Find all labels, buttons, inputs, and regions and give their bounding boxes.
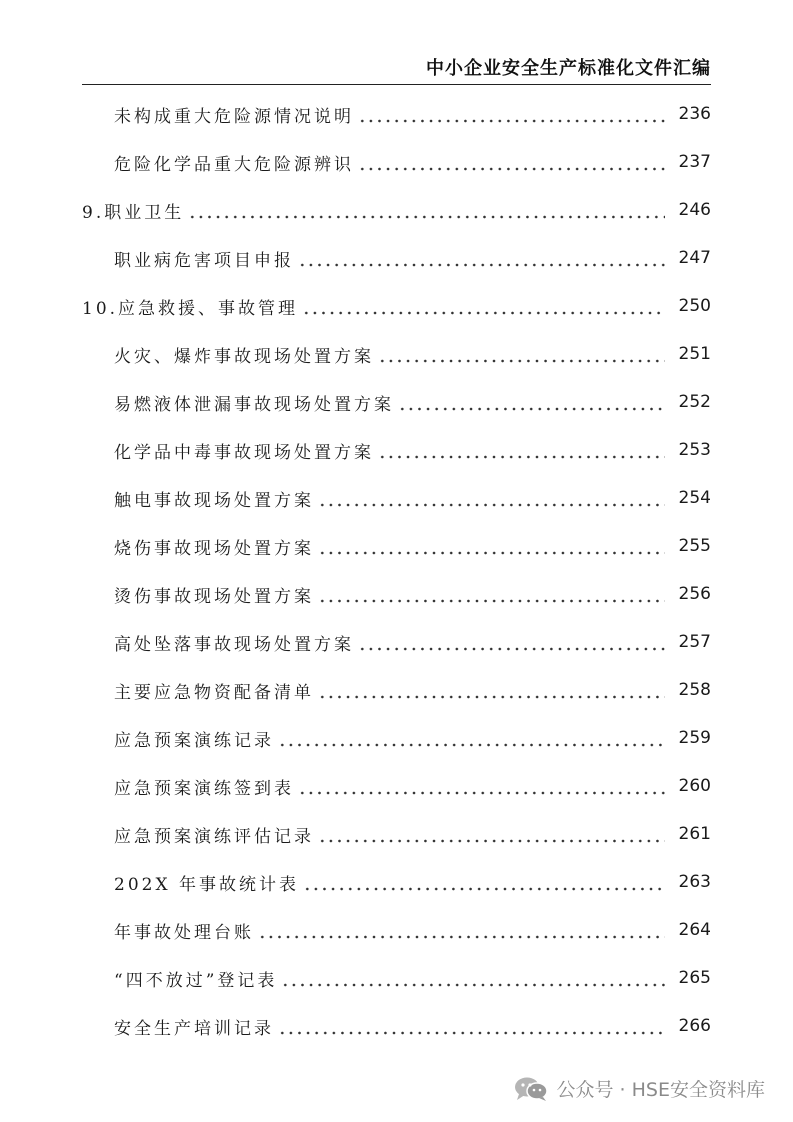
- dot-leader: [318, 826, 665, 843]
- toc-entry-title: 高处坠落事故现场处置方案: [82, 630, 354, 655]
- watermark-text: 公众号 · HSE安全资料库: [556, 1079, 765, 1101]
- toc-entry[interactable]: [82, 666, 711, 714]
- dot-leader: [318, 538, 665, 555]
- toc-entry-title: 烧伤事故现场处置方案: [82, 534, 314, 559]
- toc-entry[interactable]: [82, 714, 711, 762]
- toc-entry-page-number: 255: [678, 536, 711, 556]
- toc-entry[interactable]: [82, 474, 711, 522]
- toc-entry-page-number: 246: [678, 200, 711, 220]
- toc-entry[interactable]: [82, 90, 711, 138]
- toc-entry[interactable]: [82, 378, 711, 426]
- toc-entry-page-number: 259: [678, 728, 711, 748]
- toc-entry-title: 9.职业卫生: [82, 198, 184, 223]
- toc-entry-page-number: 236: [678, 104, 711, 124]
- toc-entry-title: 未构成重大危险源情况说明: [82, 102, 354, 127]
- dot-leader: [358, 106, 665, 123]
- toc-entry-title: 职业病危害项目申报: [82, 246, 294, 271]
- toc-entry-page-number: 264: [678, 920, 711, 940]
- toc-entry[interactable]: [82, 1002, 711, 1050]
- toc-entry[interactable]: [82, 570, 711, 618]
- toc-entry[interactable]: [82, 426, 711, 474]
- dot-leader: [298, 250, 665, 267]
- toc-entry-title: 应急预案演练签到表: [82, 774, 294, 799]
- toc-entry-page-number: 247: [678, 248, 711, 268]
- page-header: [82, 58, 711, 85]
- dot-leader: [358, 154, 665, 171]
- dot-leader: [378, 346, 665, 363]
- toc-entry-page-number: 257: [678, 632, 711, 652]
- dot-leader: [188, 202, 665, 219]
- toc-entry-page-number: 256: [678, 584, 711, 604]
- toc-entry[interactable]: [82, 138, 711, 186]
- dot-leader: [303, 874, 665, 891]
- toc-entry-title: 年事故处理台账: [82, 918, 254, 943]
- toc-entry[interactable]: [82, 522, 711, 570]
- toc-entry-page-number: 254: [678, 488, 711, 508]
- toc-entry-page-number: 237: [678, 152, 711, 172]
- dot-leader: [278, 730, 665, 747]
- toc-entry-title: “四不放过”登记表: [82, 966, 277, 991]
- toc-entry[interactable]: [82, 954, 711, 1002]
- wechat-icon: [513, 1076, 549, 1102]
- toc-entry[interactable]: [82, 330, 711, 378]
- toc-entry-title: 化学品中毒事故现场处置方案: [82, 438, 374, 463]
- toc-entry-page-number: 258: [678, 680, 711, 700]
- toc-entry[interactable]: [82, 186, 711, 234]
- toc-entry-page-number: 266: [678, 1016, 711, 1036]
- dot-leader: [358, 634, 665, 651]
- toc-entry[interactable]: [82, 282, 711, 330]
- toc-entry-title: 火灾、爆炸事故现场处置方案: [82, 342, 374, 367]
- toc-entry-page-number: 260: [678, 776, 711, 796]
- toc-entry-title: 10.应急救援、事故管理: [82, 294, 298, 319]
- toc-entry-title: 应急预案演练记录: [82, 726, 274, 751]
- toc-entry-page-number: 261: [678, 824, 711, 844]
- dot-leader: [318, 586, 665, 603]
- toc-entry-page-number: 265: [678, 968, 711, 988]
- toc-entry[interactable]: [82, 906, 711, 954]
- dot-leader: [298, 778, 665, 795]
- toc-entry-title: 应急预案演练评估记录: [82, 822, 314, 847]
- toc-entry-title: 易燃液体泄漏事故现场处置方案: [82, 390, 394, 415]
- toc-entry-page-number: 253: [678, 440, 711, 460]
- toc-entry[interactable]: [82, 762, 711, 810]
- toc-entry-title: 主要应急物资配备清单: [82, 678, 314, 703]
- toc-entry-page-number: 263: [678, 872, 711, 892]
- toc-entry[interactable]: [82, 810, 711, 858]
- dot-leader: [258, 922, 665, 939]
- dot-leader: [281, 970, 665, 987]
- toc-entry-page-number: 252: [678, 392, 711, 412]
- toc-entry-page-number: 251: [678, 344, 711, 364]
- dot-leader: [302, 298, 665, 315]
- toc-entry[interactable]: [82, 858, 711, 906]
- dot-leader: [278, 1018, 665, 1035]
- dot-leader: [318, 682, 665, 699]
- toc-entry-title: 烫伤事故现场处置方案: [82, 582, 314, 607]
- dot-leader: [398, 394, 665, 411]
- document-title: 中小企业安全生产标准化文件汇编: [426, 58, 711, 79]
- table-of-contents: [82, 90, 711, 1050]
- dot-leader: [318, 490, 665, 507]
- toc-entry-page-number: 250: [678, 296, 711, 316]
- toc-entry-title: 危险化学品重大危险源辨识: [82, 150, 354, 175]
- toc-entry[interactable]: [82, 234, 711, 282]
- watermark: [513, 1075, 765, 1102]
- toc-entry[interactable]: [82, 618, 711, 666]
- toc-entry-title: 202X 年事故统计表: [82, 870, 299, 895]
- toc-entry-title: 安全生产培训记录: [82, 1014, 274, 1039]
- dot-leader: [378, 442, 665, 459]
- toc-entry-title: 触电事故现场处置方案: [82, 486, 314, 511]
